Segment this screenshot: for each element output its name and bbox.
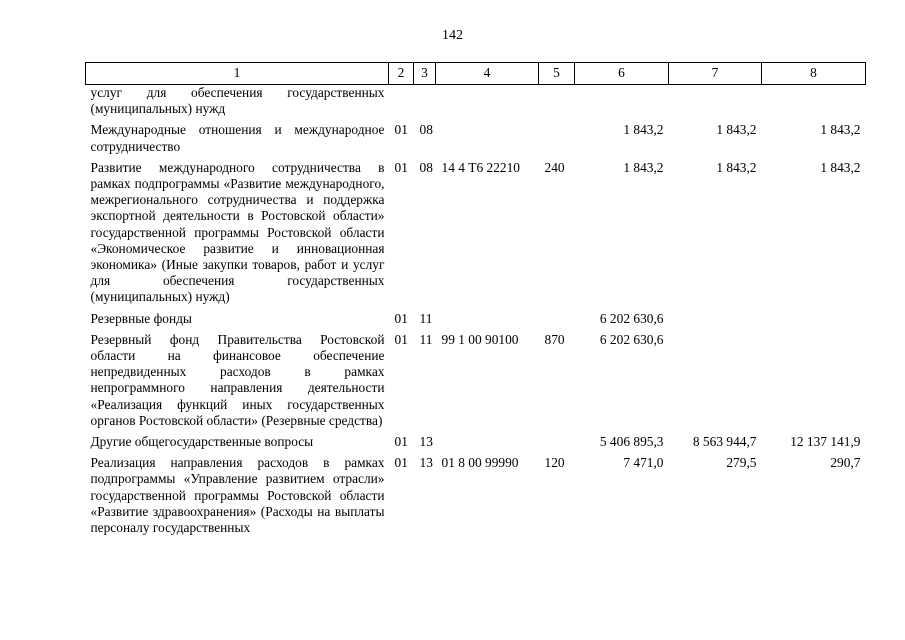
row-expense-type <box>539 306 575 327</box>
row-expense-type: 240 <box>544 159 565 175</box>
row-amount-col6: 6 202 630,6 <box>599 310 664 326</box>
row-expense-type: 120 <box>544 455 565 471</box>
table-row <box>86 450 866 536</box>
column-header-3: 3 <box>414 63 436 85</box>
row-amount-col6 <box>575 85 669 118</box>
row-subsection: 08 <box>419 122 433 138</box>
row-amount-col8 <box>762 85 866 118</box>
budget-table <box>85 62 866 536</box>
column-header-2: 2 <box>389 63 414 85</box>
column-header-4: 4 <box>436 63 539 85</box>
header-row <box>86 63 866 85</box>
row-amount-col6: 5 406 895,3 <box>599 434 664 450</box>
row-subsection: 13 <box>419 455 433 471</box>
row-amount-col7: 1 843,2 <box>716 122 757 138</box>
row-expense-type <box>539 85 575 118</box>
row-amount-col7: 279,5 <box>726 455 757 471</box>
table-row <box>86 429 866 450</box>
row-amount-col8 <box>762 306 866 327</box>
column-header-7: 7 <box>669 63 762 85</box>
row-name: Резервный фонд Правительства Ростовской области на финансовое обеспечение непредвиденных расходов в рамках непрограммного направления деятельности «Реализация функций иных государственных органов Ростовской области» (Резервные средства) <box>90 331 385 428</box>
row-target-article <box>436 117 539 154</box>
row-expense-type <box>539 429 575 450</box>
page-number: 142 <box>442 28 463 43</box>
row-amount-col6: 6 202 630,6 <box>599 331 664 347</box>
row-target-article <box>436 306 539 327</box>
row-subsection: 08 <box>419 159 433 175</box>
row-amount-col6: 1 843,2 <box>623 122 664 138</box>
row-target-article: 14 4 Т6 22210 <box>441 159 520 175</box>
row-section: 01 <box>394 455 408 471</box>
row-amount-col7 <box>669 327 762 429</box>
row-amount-col8: 12 137 141,9 <box>790 434 861 450</box>
row-target-article: 01 8 00 99990 <box>441 455 519 471</box>
row-subsection: 11 <box>419 310 433 326</box>
column-header-8: 8 <box>762 63 866 85</box>
row-name: Резервные фонды <box>90 310 192 326</box>
table-row <box>86 327 866 429</box>
column-header-6: 6 <box>575 63 669 85</box>
row-amount-col7: 8 563 944,7 <box>692 434 757 450</box>
row-target-article <box>436 85 539 118</box>
row-name: Развитие международного сотрудничества в рамках подпрограммы «Развитие международного, межрегионального сотрудничества и поддержка экспортной деятельности в Ростовской области» государственной программы Ростовской области «Экономическое развитие и инновационная экономика» (Иные закупки товаров, работ и услуг для обеспечения государственных (муниципальных) нужд) <box>90 159 385 305</box>
row-target-article: 99 1 00 90100 <box>441 331 519 347</box>
row-target-article <box>436 429 539 450</box>
row-subsection: 13 <box>419 434 433 450</box>
row-amount-col6: 1 843,2 <box>623 159 664 175</box>
row-section: 01 <box>394 159 408 175</box>
column-header-1: 1 <box>86 63 389 85</box>
row-section: 01 <box>394 331 408 347</box>
table-row <box>86 117 866 154</box>
column-header-5: 5 <box>539 63 575 85</box>
row-name: услуг для обеспечения государственных (муниципальных) нужд <box>90 85 385 117</box>
row-amount-col8 <box>762 327 866 429</box>
table-row <box>86 155 866 306</box>
row-amount-col7 <box>669 85 762 118</box>
row-subsection <box>414 85 436 118</box>
table-row <box>86 85 866 118</box>
row-section: 01 <box>394 310 408 326</box>
row-amount-col8: 1 843,2 <box>820 122 861 138</box>
row-section: 01 <box>394 434 408 450</box>
table-row <box>86 306 866 327</box>
row-expense-type: 870 <box>544 331 565 347</box>
row-amount-col8: 1 843,2 <box>820 159 861 175</box>
row-name: Реализация направления расходов в рамках подпрограммы «Управление развитием отрасли» государственной программы Ростовской области «Развитие здравоохранения» (Расходы на выплаты персоналу государственных <box>90 455 385 536</box>
row-amount-col7 <box>669 306 762 327</box>
row-amount-col7: 1 843,2 <box>716 159 757 175</box>
row-expense-type <box>539 117 575 154</box>
row-amount-col6: 7 471,0 <box>623 455 664 471</box>
row-name: Другие общегосударственные вопросы <box>90 434 314 450</box>
row-section: 01 <box>394 122 408 138</box>
row-subsection: 11 <box>419 331 433 347</box>
row-section <box>389 85 414 118</box>
row-amount-col8: 290,7 <box>830 455 861 471</box>
row-name: Международные отношения и международное сотрудничество <box>90 122 385 154</box>
